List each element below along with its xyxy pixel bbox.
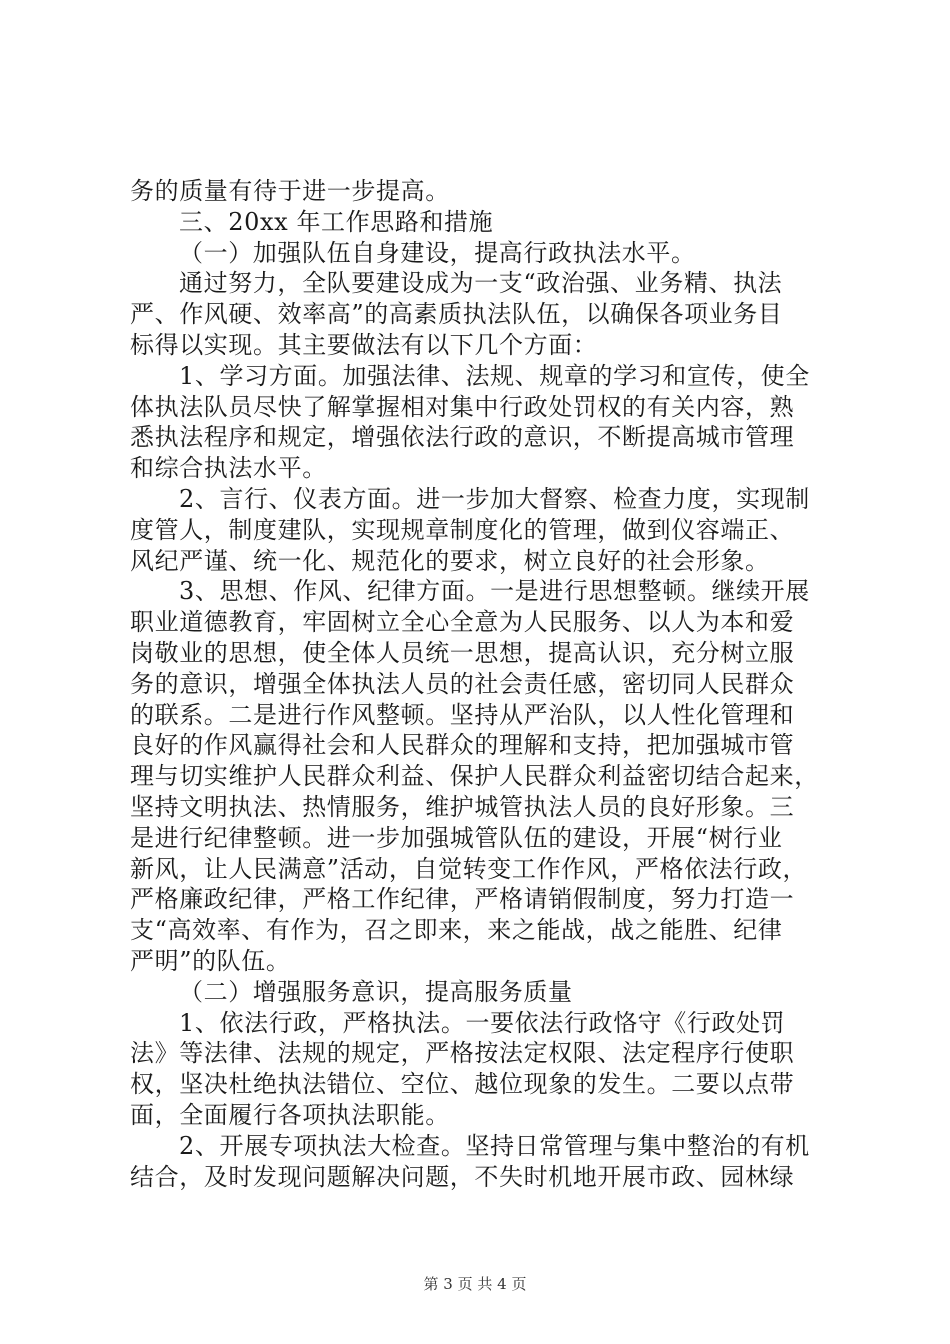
text-line: 1、学习方面。加强法律、法规、规章的学习和宣传，使全 [179,361,810,390]
text-line: 职业道德教育，牢固树立全心全意为人民服务、以人为本和爱 [130,608,795,637]
text-line: 风纪严谨、统一化、规范化的要求，树立良好的社会形象。 [130,546,770,575]
page-footer: 第 3 页 共 4 页 [423,1275,527,1293]
text-line: 新风，让人民满意”活动，自觉转变工作作风，严格依法行政， [130,854,808,883]
text-line: 是进行纪律整顿。进一步加强城管队伍的建设，开展“树行业 [130,823,783,852]
text-line: 良好的作风赢得社会和人民群众的理解和支持，把加强城市管 [130,731,795,760]
text-line: 1、依法行政，严格执法。一要依法行政恪守《行政处罚 [179,1008,786,1037]
text-line: 度管人，制度建队，实现规章制度化的管理，做到仪容端正、 [130,515,795,544]
text-line: 法》等法律、法规的规定，严格按法定权限、法定程序行使职 [130,1039,795,1068]
text-line: 坚持文明执法、热情服务，维护城管执法人员的良好形象。三 [130,792,795,821]
document-body [130,176,830,1192]
text-line: 面，全面履行各项执法职能。 [130,1100,450,1129]
text-line: （一）加强队伍自身建设，提高行政执法水平。 [179,238,696,267]
text-line: 悉执法程序和规定，增强依法行政的意识，不断提高城市管理 [130,423,795,452]
text-line: 体执法队员尽快了解掌握相对集中行政处罚权的有关内容，熟 [130,392,795,421]
text-line: （二）增强服务意识，提高服务质量 [179,977,573,1006]
text-line: 的联系。二是进行作风整顿。坚持从严治队，以人性化管理和 [130,700,795,729]
text-line: 和综合执法水平。 [130,454,327,483]
text-line: 严、作风硬、效率高”的高素质执法队伍，以确保各项业务目 [130,300,783,329]
text-line: 2、言行、仪表方面。进一步加大督察、检查力度，实现制 [179,484,810,513]
text-line: 3、思想、作风、纪律方面。一是进行思想整顿。继续开展 [179,577,810,606]
text-line: 标得以实现。其主要做法有以下几个方面： [130,330,598,359]
text-line: 三、20xx 年工作思路和措施 [179,207,494,236]
text-line: 结合，及时发现问题解决问题，不失时机地开展市政、园林绿 [130,1162,795,1191]
text-line: 严格廉政纪律，严格工作纪律，严格请销假制度，努力打造一 [130,885,795,914]
text-line: 岗敬业的思想，使全体人员统一思想，提高认识，充分树立服 [130,638,795,667]
text-line: 务的质量有待于进一步提高。 [130,177,450,205]
text-line: 通过努力，全队要建设成为一支“政治强、业务精、执法 [179,269,783,298]
text-line: 理与切实维护人民群众利益、保护人民群众利益密切结合起来， [130,762,819,791]
text-line: 支“高效率、有作为，召之即来，来之能战，战之能胜、纪律 [130,916,783,945]
text-line: 权，坚决杜绝执法错位、空位、越位现象的发生。二要以点带 [130,1070,795,1099]
text-line: 务的意识，增强全体执法人员的社会责任感，密切同人民群众 [130,669,795,698]
text-line: 严明”的队伍。 [130,946,291,975]
text-line: 2、开展专项执法大检查。坚持日常管理与集中整治的有机 [179,1131,810,1160]
